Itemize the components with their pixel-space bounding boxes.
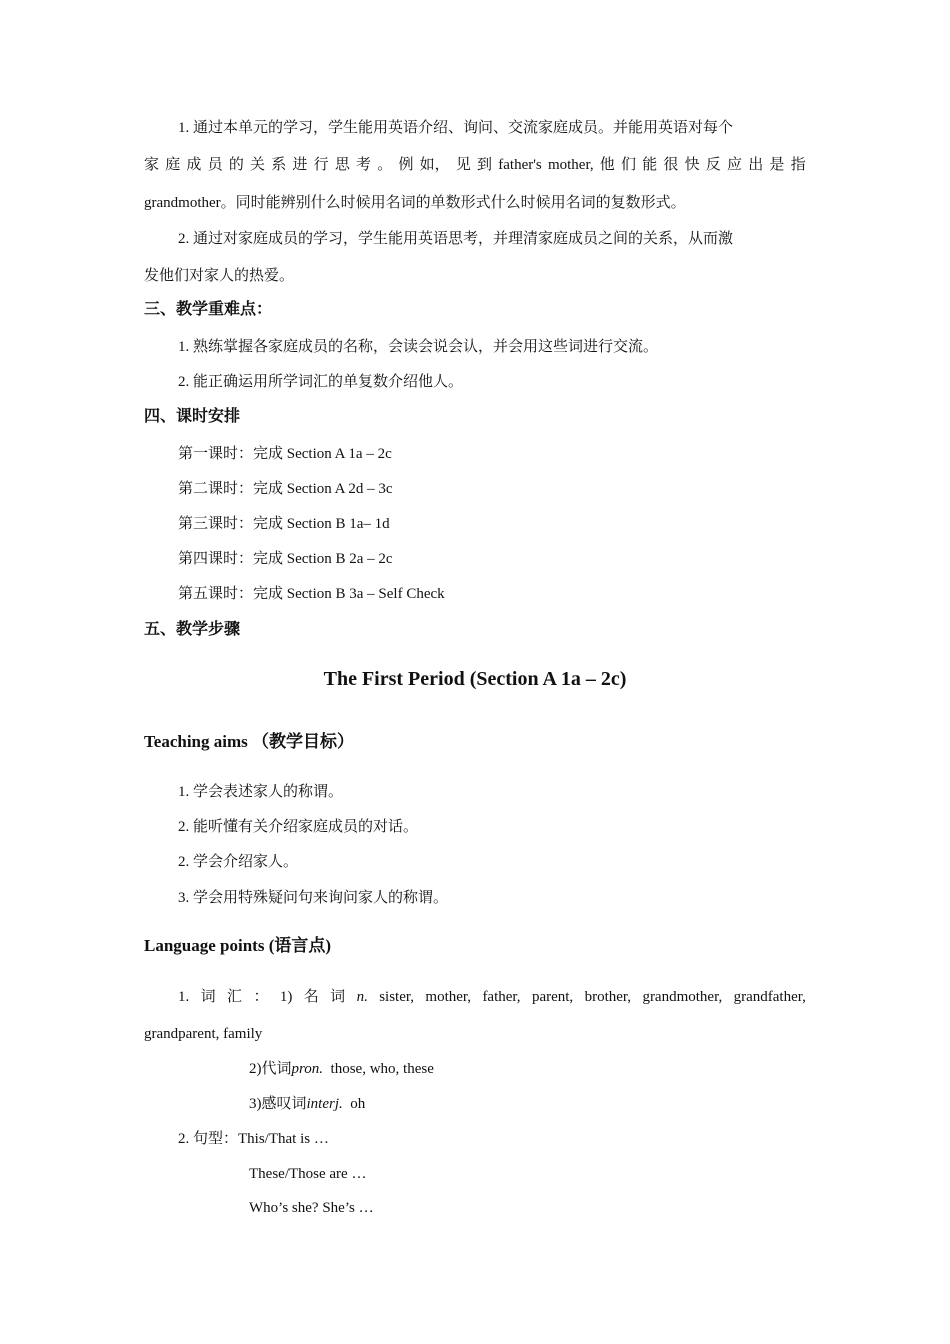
text-fragment: 是 (769, 157, 785, 173)
text-fragment: 成 (186, 157, 202, 173)
text-fragment: 见 (455, 157, 471, 173)
objective-1-line-2 (144, 155, 806, 175)
language-points-heading: Language points (语言点) (144, 936, 332, 955)
key-point-item: 2. 能正确运用所学词汇的单复数介绍他人。 (178, 374, 464, 390)
text-fragment: 指 (790, 157, 806, 173)
schedule-item: 第三课时：完成 Section B 1a– 1d (178, 516, 390, 532)
schedule-item: 第四课时：完成 Section B 2a – 2c (178, 551, 393, 567)
part-of-speech-abbr: n. (356, 989, 368, 1005)
sentence-pattern: Who’s she? She’s … (249, 1200, 374, 1216)
vocab-word: father, (482, 989, 521, 1005)
text-fragment: 应 (727, 157, 743, 173)
text-fragment: 行 (313, 157, 329, 173)
text-fragment: 反 (705, 157, 721, 173)
interjection-line (249, 1094, 365, 1114)
vocabulary-line-2: grandparent, family (144, 1026, 263, 1042)
text-fragment: 例 (398, 157, 414, 173)
text-fragment: 能 (642, 157, 658, 173)
text-fragment: 1) (279, 989, 293, 1005)
text-fragment: 词 (330, 989, 346, 1005)
sentence-pattern: These/Those are … (249, 1166, 367, 1182)
steps-heading: 五、教学步骤 (144, 621, 241, 638)
schedule-heading: 四、课时安排 (144, 408, 241, 425)
schedule-item: 第一课时：完成 Section A 1a – 2c (178, 446, 392, 462)
part-of-speech-abbr: pron. (291, 1061, 324, 1077)
vocab-word: grandmother, (642, 989, 723, 1005)
pronoun-words: those, who, these (330, 1061, 434, 1077)
interjection-label: 3)感叹词 (249, 1096, 307, 1112)
key-point-item: 1. 熟练掌握各家庭成员的名称，会读会说会认，并会用这些词进行交流。 (178, 339, 659, 355)
teaching-aim-item: 2. 能听懂有关介绍家庭成员的对话。 (178, 819, 419, 835)
sentence-pattern-label: 2. 句型：This/That is … (178, 1131, 329, 1147)
text-fragment: 汇 (227, 989, 243, 1005)
text-fragment: 名 (303, 989, 319, 1005)
objective-2-line-1: 2. 通过对家庭成员的学习，学生能用英语思考，并理清家庭成员之间的关系，从而激 (178, 231, 734, 247)
text-fragment: 关 (250, 157, 266, 173)
vocab-word: parent, (531, 989, 574, 1005)
key-points-heading: 三、教学重难点： (144, 301, 273, 318)
vocab-word: grandfather, (733, 989, 806, 1005)
text-fragment: 思 (334, 157, 350, 173)
text-fragment: 到 (477, 157, 493, 173)
text-fragment: 出 (748, 157, 764, 173)
text-fragment: 庭 (165, 157, 181, 173)
text-fragment: ： (253, 989, 269, 1005)
objective-1-line-3: grandmother。同时能辨别什么时候用名词的单数形式什么时候用名词的复数形式。 (144, 195, 686, 211)
text-fragment: 进 (292, 157, 308, 173)
text-fragment: 他 (599, 157, 615, 173)
pronoun-label: 2)代词 (249, 1061, 292, 1077)
text-fragment: 。 (377, 157, 393, 173)
pronoun-line (249, 1059, 434, 1079)
text-fragment: 的 (228, 157, 244, 173)
text-fragment: 系 (271, 157, 287, 173)
vocab-word: sister, (379, 989, 415, 1005)
text-fragment: 如， (419, 157, 450, 173)
text-fragment: mother, (547, 157, 594, 173)
teaching-aims-heading: Teaching aims （教学目标） (144, 732, 355, 751)
text-fragment: 很 (663, 157, 679, 173)
part-of-speech-abbr: interj. (306, 1096, 343, 1112)
text-fragment: 家 (144, 157, 160, 173)
text-fragment: 快 (684, 157, 700, 173)
vocab-word: brother, (584, 989, 632, 1005)
teaching-aim-item: 2. 学会介绍家人。 (178, 854, 299, 870)
objective-1-line-1: 1. 通过本单元的学习，学生能用英语介绍、询问、交流家庭成员。并能用英语对每个 (178, 120, 734, 136)
interjection-words: oh (350, 1096, 366, 1112)
text-fragment: 们 (620, 157, 636, 173)
text-fragment: 考 (356, 157, 372, 173)
teaching-aim-item: 3. 学会用特殊疑问句来询问家人的称谓。 (178, 890, 449, 906)
period-title: The First Period (Section A 1a – 2c) (323, 668, 627, 690)
teaching-aim-item: 1. 学会表述家人的称谓。 (178, 784, 344, 800)
objective-2-line-2: 发他们对家人的热爱。 (144, 268, 295, 284)
text-fragment: 1. (178, 989, 190, 1005)
vocab-word: mother, (425, 989, 472, 1005)
schedule-item: 第二课时：完成 Section A 2d – 3c (178, 481, 393, 497)
text-fragment: father's (498, 157, 542, 173)
vocabulary-line-1 (178, 987, 806, 1007)
text-fragment: 词 (200, 989, 216, 1005)
schedule-item: 第五课时：完成 Section B 3a – Self Check (178, 586, 445, 602)
text-fragment: 员 (207, 157, 223, 173)
